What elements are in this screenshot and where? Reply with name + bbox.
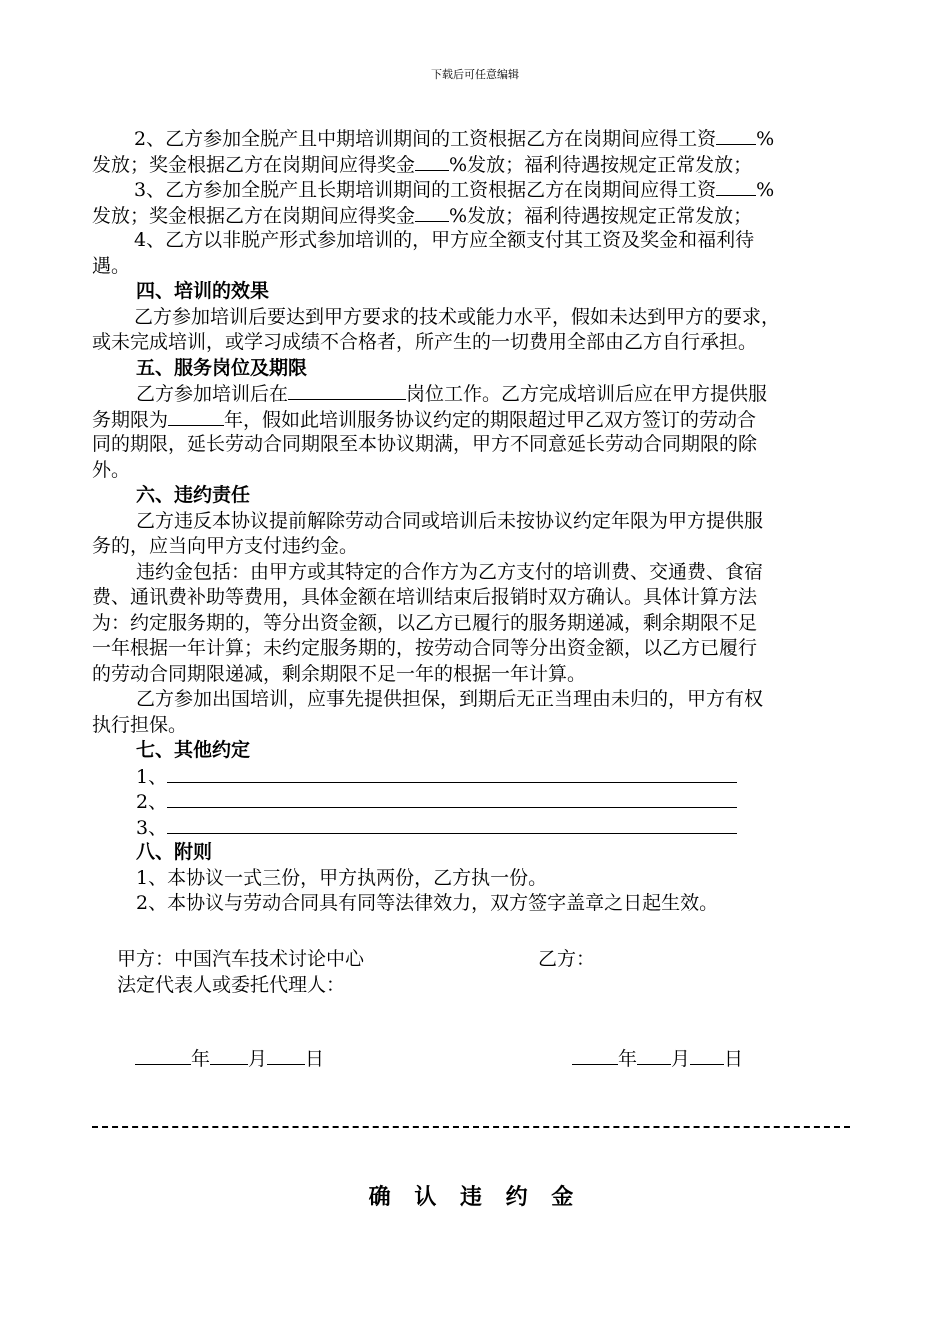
text-line: 费、通讯费补助等费用，具体金额在培训结束后报销时双方确认。具体计算方法 [92, 586, 758, 608]
clause-4-line-2: 遇。 [92, 254, 131, 277]
blank-field[interactable] [167, 764, 737, 783]
clause-2-line-1: 2、乙方参加全脱产且中期培训期间的工资根据乙方在岗期间应得工资 % [134, 128, 775, 150]
text-line: 同的期限，延长劳动合同期限至本协议期满，甲方不同意延长劳动合同期限的除 [92, 433, 758, 455]
confirm-title: 确 认 违 约 金 [368, 1184, 582, 1210]
blank-field[interactable] [210, 1046, 248, 1065]
blank-field[interactable] [415, 152, 449, 171]
blank-field[interactable] [135, 1046, 191, 1065]
page-header: 下载后可任意编辑 [431, 68, 519, 81]
text-line: 务期限为 年，假如此培训服务协议约定的期限超过甲乙双方签订的劳动合 [92, 408, 757, 431]
text-line: 乙方参加培训后要达到甲方要求的技术或能力水平，假如未达到甲方的要求， [134, 305, 781, 328]
text-line: 乙方违反本协议提前解除劳动合同或培训后未按协议约定年限为甲方提供服 [136, 509, 764, 532]
representative-label: 法定代表人或委托代理人： [117, 974, 346, 996]
blank-field[interactable] [716, 126, 756, 145]
party-a-label: 甲方：中国汽车技术讨论中心 [117, 948, 365, 970]
text-line: 为：约定服务期的，等分出资金额，以乙方已履行的服务期递减，剩余期限不足 [92, 611, 758, 634]
text-line: 一年根据一年计算；未约定服务期的，按劳动合同等分出资金额，以乙方已履行 [92, 637, 758, 659]
text-line: 2、本协议与劳动合同具有同等法律效力，双方签字盖章之日起生效。 [136, 892, 719, 914]
text-line: 执行担保。 [92, 713, 188, 736]
text-line: 或未完成培训，或学习成绩不合格者，所产生的一切费用全部由乙方自行承担。 [92, 331, 758, 353]
blank-field[interactable] [167, 815, 737, 834]
document-body [92, 126, 888, 917]
other-agreement-2: 2、 [92, 789, 888, 815]
separator-line [92, 1126, 850, 1128]
party-b-label: 乙方： [538, 948, 596, 970]
blank-field[interactable] [572, 1046, 618, 1065]
other-agreement-1: 1、 [92, 764, 888, 790]
text-line: 1、本协议一式三份，甲方执两份，乙方执一份。 [136, 866, 548, 889]
blank-field[interactable] [690, 1046, 724, 1065]
text-line: 外。 [92, 458, 131, 481]
text-line: 的劳动合同期限递减，剩余期限不足一年的根据一年计算。 [92, 662, 587, 685]
other-agreement-3: 3、 [92, 815, 888, 841]
section-8-title: 八、附则 [136, 841, 213, 863]
date-a: 年 月 日 [135, 1044, 324, 1071]
text-line: 务的，应当向甲方支付违约金。 [92, 535, 359, 557]
date-b: 年 月 日 [572, 1044, 743, 1071]
blank-field[interactable] [716, 177, 756, 196]
blank-field[interactable] [167, 789, 737, 808]
text-line: 乙方参加培训后在 岗位工作。乙方完成培训后应在甲方提供服 [136, 383, 768, 405]
blank-field[interactable] [637, 1046, 671, 1065]
section-5-title: 五、服务岗位及期限 [136, 356, 308, 379]
text-line: 乙方参加出国培训，应事先提供担保，到期后无正当理由未归的，甲方有权 [136, 688, 764, 710]
clause-2-line-2: 发放；奖金根据乙方在岗期间应得奖金 %发放；福利待遇按规定正常发放； [92, 153, 753, 176]
blank-field[interactable] [267, 1046, 305, 1065]
clause-3-line-1: 3、乙方参加全脱产且长期培训期间的工资根据乙方在岗期间应得工资 % [134, 179, 775, 201]
blank-field[interactable] [288, 381, 406, 400]
section-7-title: 七、其他约定 [136, 739, 251, 761]
blank-field[interactable] [168, 407, 224, 426]
section-6-title: 六、违约责任 [136, 484, 251, 506]
clause-3-line-2: 发放；奖金根据乙方在岗期间应得奖金 %发放；福利待遇按规定正常发放； [92, 204, 753, 227]
text-line: 违约金包括：由甲方或其特定的合作方为乙方支付的培训费、交通费、食宿 [136, 560, 764, 583]
section-4-title: 四、培训的效果 [136, 280, 270, 302]
clause-4-line-1: 4、乙方以非脱产形式参加培训的，甲方应全额支付其工资及奖金和福利待 [134, 229, 755, 251]
blank-field[interactable] [415, 203, 449, 222]
